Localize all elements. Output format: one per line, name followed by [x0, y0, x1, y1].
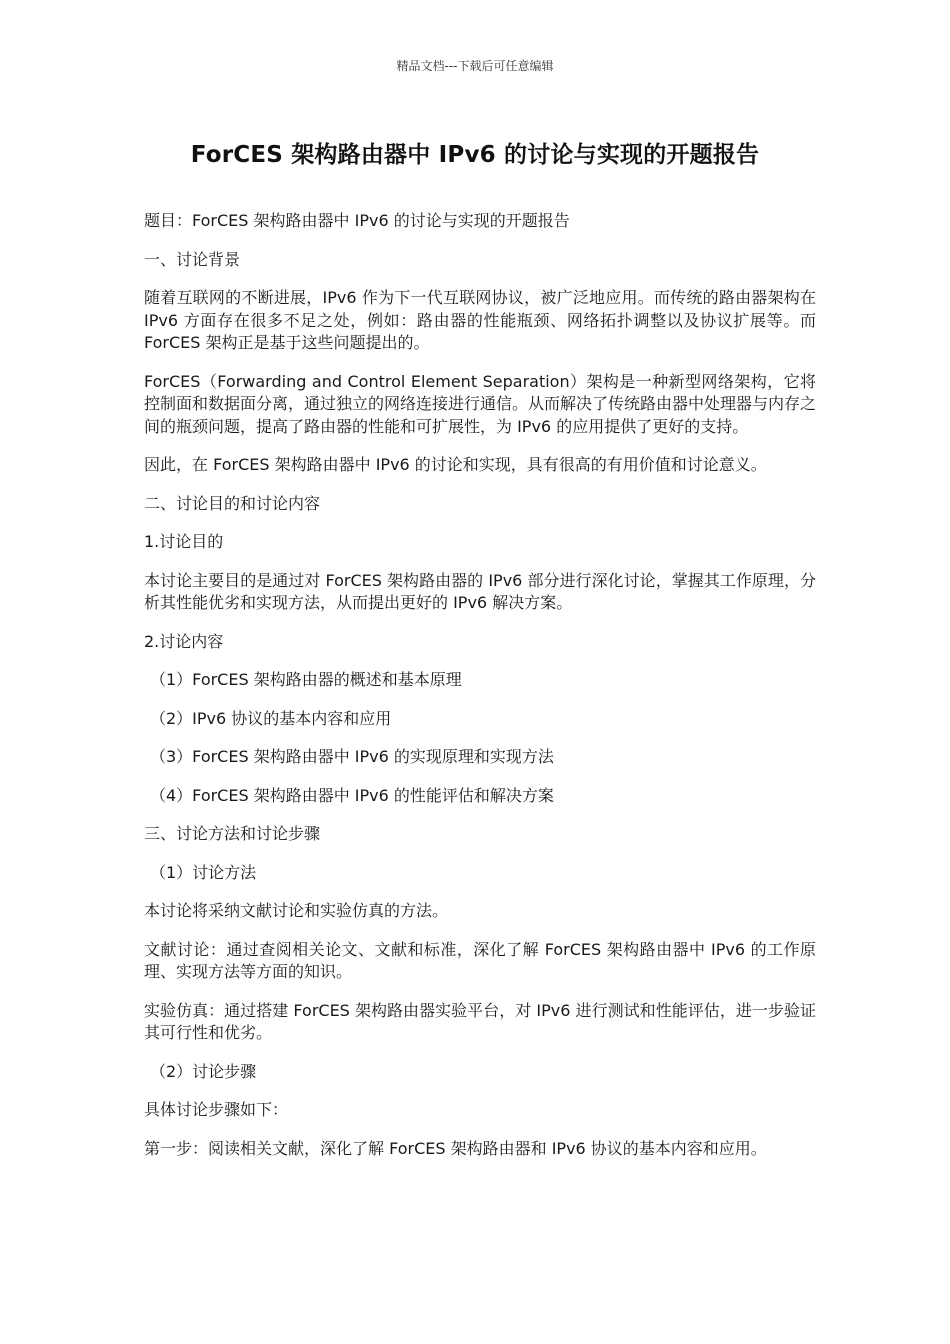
subsection-heading: （2）讨论步骤 — [150, 1061, 257, 1081]
page-header: 精品文档---下载后可任意编辑 — [396, 59, 554, 73]
list-item: （3）ForCES 架构路由器中 IPv6 的实现原理和实现方法 — [150, 747, 554, 766]
body-paragraph: 实验仿真：通过搭建 ForCES 架构路由器实验平台，对 IPv6 进行测试和性能评估，进一步验证其可行性和优劣。 — [144, 1000, 816, 1042]
document-body — [144, 210, 816, 1176]
body-paragraph: 第一步：阅读相关文献，深化了解 ForCES 架构路由器和 IPv6 协议的基本内容和应用。 — [144, 1138, 767, 1158]
list-item: （4）ForCES 架构路由器中 IPv6 的性能评估和解决方案 — [150, 785, 554, 805]
body-paragraph: 因此，在 ForCES 架构路由器中 IPv6 的讨论和实现，具有很高的有用价值和讨论意义。 — [144, 455, 767, 474]
body-paragraph: 本讨论主要目的是通过对 ForCES 架构路由器的 IPv6 部分进行深化讨论，掌握其工作原理，分析其性能优劣和实现方法，从而提出更好的 IPv6 解决方案。 — [144, 570, 816, 612]
subsection-heading: 2.讨论内容 — [144, 631, 224, 651]
section-heading-goals: 二、讨论目的和讨论内容 — [144, 493, 321, 513]
list-item: （1）ForCES 架构路由器的概述和基本原理 — [150, 670, 462, 689]
subject-line: 题目：ForCES 架构路由器中 IPv6 的讨论与实现的开题报告 — [144, 211, 570, 230]
document-title: ForCES 架构路由器中 IPv6 的讨论与实现的开题报告 — [190, 142, 760, 168]
subsection-heading: （1）讨论方法 — [150, 862, 257, 882]
body-paragraph: 具体讨论步骤如下： — [144, 1100, 289, 1119]
body-paragraph: 随着互联网的不断进展，IPv6 作为下一代互联网协议，被广泛地应用。而传统的路由器架构在 IPv6 方面存在很多不足之处，例如：路由器的性能瓶颈、网络拓扑调整以及协议扩展等。而 ForCES 架构正是基于这些问题提出的。 — [144, 288, 816, 352]
section-heading-methods: 三、讨论方法和讨论步骤 — [144, 824, 321, 843]
subsection-heading: 1.讨论目的 — [144, 532, 224, 551]
body-paragraph: 本讨论将采纳文献讨论和实验仿真的方法。 — [144, 901, 449, 920]
body-paragraph: ForCES（Forwarding and Control Element Separation）架构是一种新型网络架构，它将控制面和数据面分离，通过独立的网络连接进行通信。从而解决了传统路由器中处理器与内存之间的瓶颈问题，提高了路由器的性能和可扩展性，为 IPv6 的应用提供了更好的支持。 — [144, 371, 817, 436]
section-heading-background: 一、讨论背景 — [144, 249, 241, 269]
body-paragraph: 文献讨论：通过查阅相关论文、文献和标准，深化了解 ForCES 架构路由器中 IPv6 的工作原理、实现方法等方面的知识。 — [144, 939, 816, 981]
list-item: （2）IPv6 协议的基本内容和应用 — [150, 708, 392, 728]
